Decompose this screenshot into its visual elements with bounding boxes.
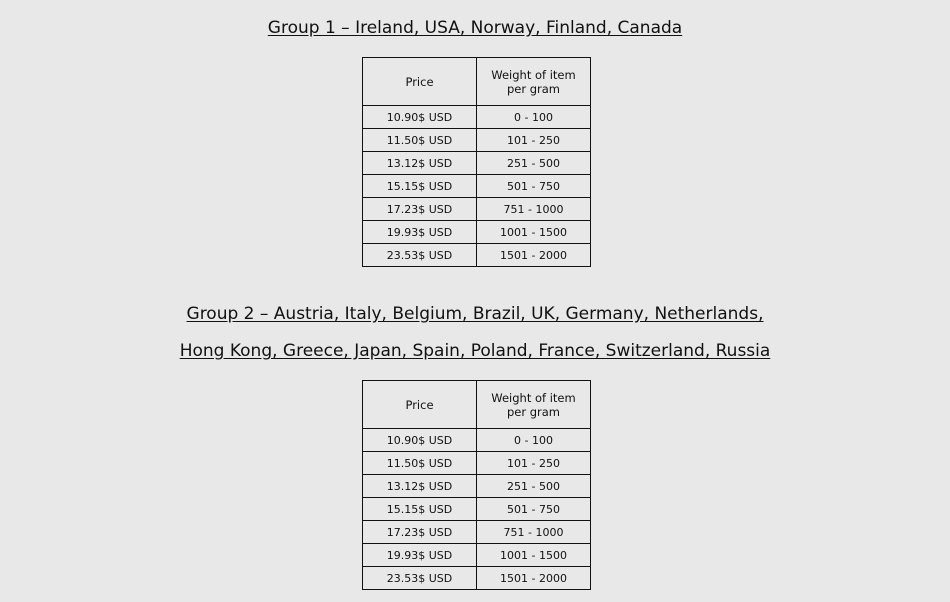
- table-header-row: [363, 58, 591, 106]
- table-row: [363, 544, 591, 567]
- weight-range-cell: 101 - 250: [477, 129, 591, 152]
- price-cell: 17.23$ USD: [363, 521, 477, 544]
- weight-range-cell: 0 - 100: [477, 106, 591, 129]
- price-column-header: Price: [363, 381, 477, 429]
- table-row: [363, 567, 591, 590]
- table-row: [363, 429, 591, 452]
- weight-range-cell: 101 - 250: [477, 452, 591, 475]
- group-2-heading-line-2: Hong Kong, Greece, Japan, Spain, Poland, France, Switzerland, Russia: [179, 341, 771, 361]
- group-2-heading-second: [0, 340, 950, 362]
- table-row: [363, 221, 591, 244]
- price-cell: 23.53$ USD: [363, 244, 477, 267]
- group-1-heading-line-1: Group 1 – Ireland, USA, Norway, Finland, Canada: [267, 18, 683, 38]
- price-cell: 11.50$ USD: [363, 452, 477, 475]
- table-row: [363, 244, 591, 267]
- price-cell: 19.93$ USD: [363, 221, 477, 244]
- weight-column-header: Weight of item per gram: [477, 381, 591, 429]
- group-1-heading: [0, 17, 950, 39]
- group-2-heading-first: [0, 303, 950, 325]
- price-cell: 13.12$ USD: [363, 475, 477, 498]
- table-row: [363, 475, 591, 498]
- weight-range-cell: 1501 - 2000: [477, 567, 591, 590]
- price-column-header: Price: [363, 58, 477, 106]
- price-cell: 23.53$ USD: [363, 567, 477, 590]
- weight-range-cell: 251 - 500: [477, 152, 591, 175]
- table-row: [363, 498, 591, 521]
- weight-range-cell: 501 - 750: [477, 498, 591, 521]
- table-row: [363, 175, 591, 198]
- weight-range-cell: 751 - 1000: [477, 521, 591, 544]
- group-1-rate-table: [362, 57, 591, 267]
- price-cell: 15.15$ USD: [363, 175, 477, 198]
- price-cell: 19.93$ USD: [363, 544, 477, 567]
- table-header-row: [363, 381, 591, 429]
- weight-range-cell: 251 - 500: [477, 475, 591, 498]
- price-cell: 13.12$ USD: [363, 152, 477, 175]
- table-row: [363, 129, 591, 152]
- weight-range-cell: 751 - 1000: [477, 198, 591, 221]
- price-cell: 10.90$ USD: [363, 429, 477, 452]
- weight-column-header: Weight of item per gram: [477, 58, 591, 106]
- weight-range-cell: 1001 - 1500: [477, 221, 591, 244]
- table-row: [363, 521, 591, 544]
- group-2-rate-table: [362, 380, 591, 590]
- table-row: [363, 452, 591, 475]
- price-cell: 10.90$ USD: [363, 106, 477, 129]
- group-2-heading-line-1: Group 2 – Austria, Italy, Belgium, Brazil, UK, Germany, Netherlands,: [186, 304, 764, 324]
- table-row: [363, 152, 591, 175]
- weight-range-cell: 1001 - 1500: [477, 544, 591, 567]
- price-cell: 17.23$ USD: [363, 198, 477, 221]
- table-row: [363, 198, 591, 221]
- price-cell: 11.50$ USD: [363, 129, 477, 152]
- weight-range-cell: 0 - 100: [477, 429, 591, 452]
- table-row: [363, 106, 591, 129]
- weight-range-cell: 501 - 750: [477, 175, 591, 198]
- price-cell: 15.15$ USD: [363, 498, 477, 521]
- weight-range-cell: 1501 - 2000: [477, 244, 591, 267]
